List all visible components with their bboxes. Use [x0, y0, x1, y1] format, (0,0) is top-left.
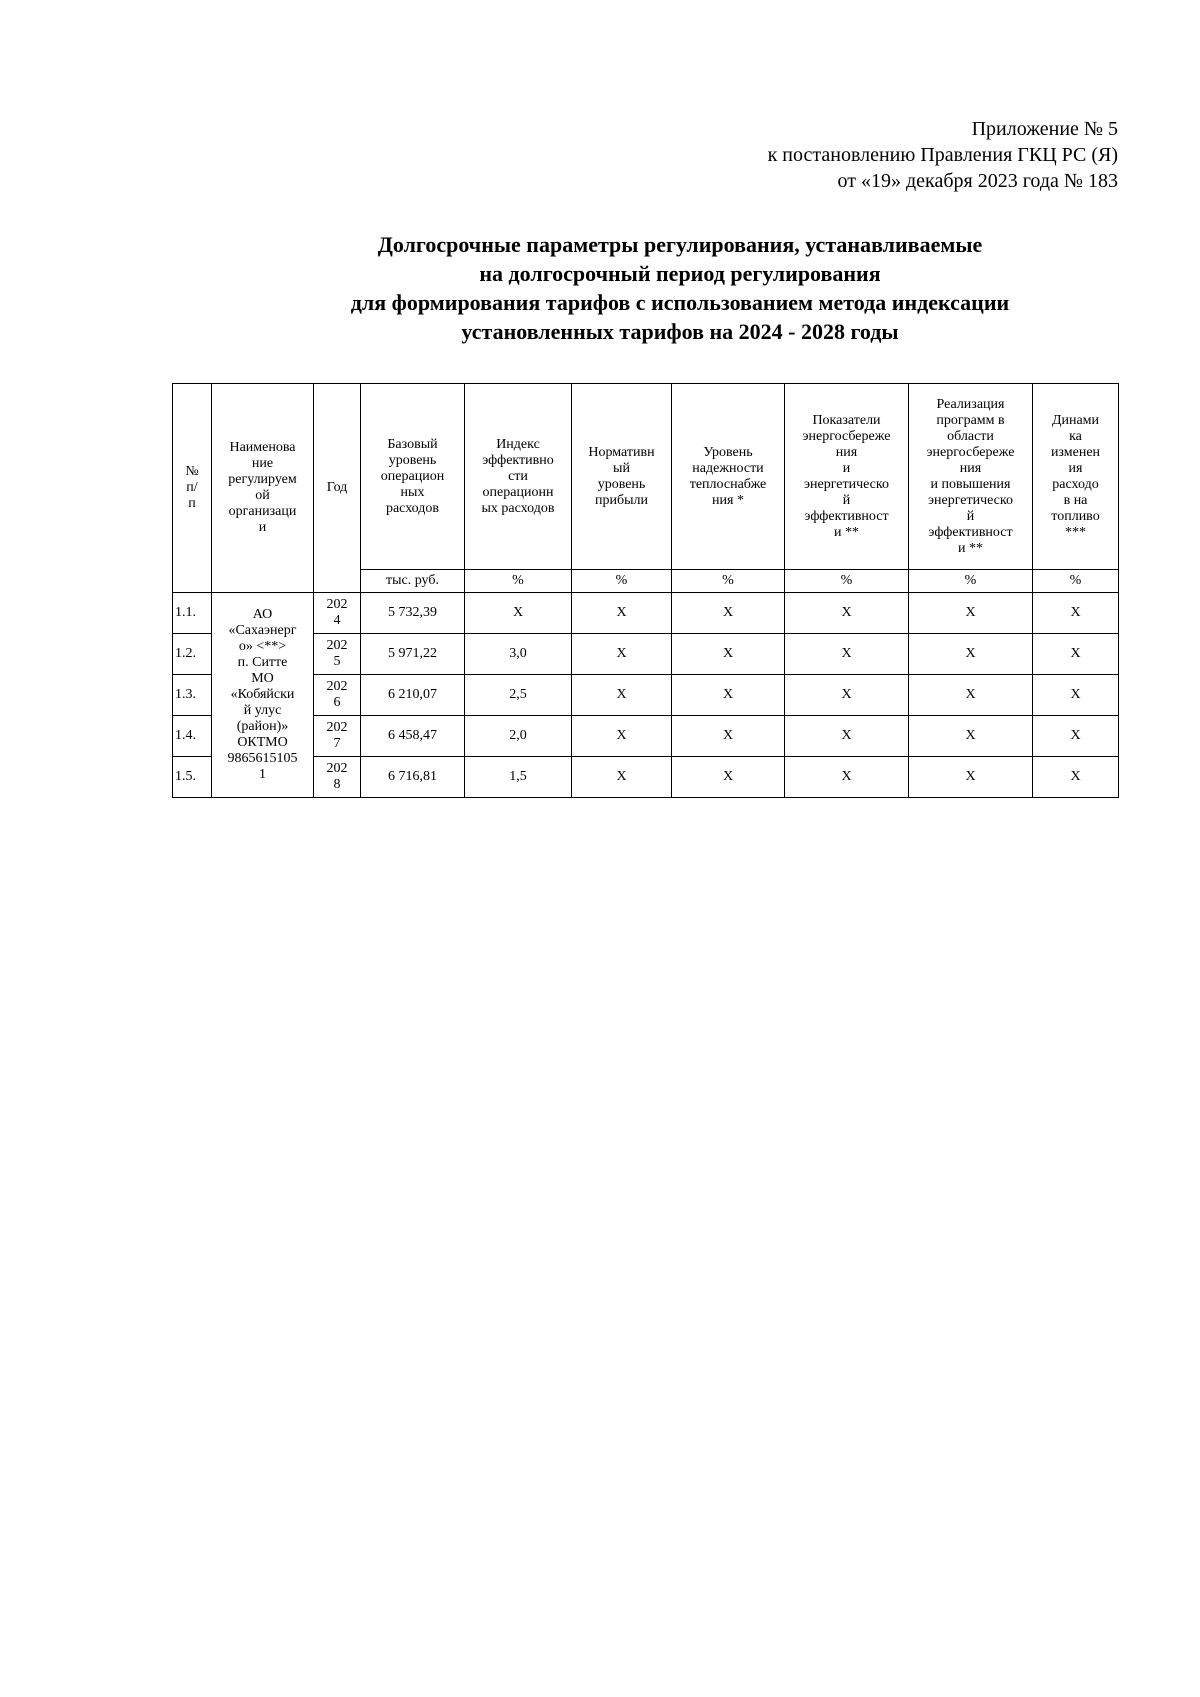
title-line-2: на долгосрочный период регулирования	[479, 261, 881, 286]
row-base-opex: 6 716,81	[361, 757, 465, 798]
row-fuel-dynamics: Х	[1033, 757, 1119, 798]
row-energy-programs: Х	[909, 593, 1033, 634]
row-energy-indicators: Х	[785, 757, 909, 798]
appendix-resolution: к постановлению Правления ГКЦ РС (Я)	[767, 144, 1118, 166]
row-normative-profit: Х	[572, 675, 672, 716]
organization-name: АО «Сахаэнерг о» <**> п. Ситте МО «Кобяйски й улус (район)» ОКТМО 9865615105 1	[212, 593, 314, 798]
row-number: 1.4.	[173, 716, 212, 757]
row-number: 1.5.	[173, 757, 212, 798]
header-efficiency-index: Индекс эффективно сти операционн ых расходов	[465, 384, 572, 570]
row-reliability: Х	[672, 634, 785, 675]
appendix-reference	[768, 116, 1118, 194]
table-row	[173, 675, 1119, 716]
row-efficiency-index: 2,5	[465, 675, 572, 716]
header-number: № п/ п	[173, 384, 212, 593]
row-fuel-dynamics: Х	[1033, 593, 1119, 634]
row-energy-programs: Х	[909, 634, 1033, 675]
table-header-row	[173, 384, 1119, 570]
header-energy-indicators: Показатели энергосбереже ния и энергетическо й эффективност и **	[785, 384, 909, 570]
title-line-1: Долгосрочные параметры регулирования, устанавливаемые	[377, 232, 983, 257]
row-base-opex: 5 971,22	[361, 634, 465, 675]
row-energy-indicators: Х	[785, 593, 909, 634]
row-energy-indicators: Х	[785, 675, 909, 716]
unit-base-opex: тыс. руб.	[361, 570, 465, 593]
row-normative-profit: Х	[572, 757, 672, 798]
header-fuel-dynamics: Динами ка изменен ия расходо в на топливо ***	[1033, 384, 1119, 570]
row-normative-profit: Х	[572, 593, 672, 634]
appendix-date: от «19» декабря 2023 года № 183	[837, 170, 1118, 192]
row-energy-indicators: Х	[785, 634, 909, 675]
title-line-4: установленных тарифов на 2024 - 2028 годы	[461, 319, 899, 344]
row-base-opex: 6 458,47	[361, 716, 465, 757]
appendix-number: Приложение № 5	[971, 118, 1118, 140]
row-fuel-dynamics: Х	[1033, 634, 1119, 675]
header-organization: Наименова ние регулируем ой организаци и	[212, 384, 314, 593]
header-base-opex: Базовый уровень операцион ных расходов	[361, 384, 465, 570]
parameters-table	[172, 383, 1119, 798]
row-efficiency-index: 3,0	[465, 634, 572, 675]
row-normative-profit: Х	[572, 716, 672, 757]
row-number: 1.2.	[173, 634, 212, 675]
row-year: 202 8	[314, 757, 361, 798]
row-base-opex: 5 732,39	[361, 593, 465, 634]
header-energy-programs: Реализация программ в области энергосбереже ния и повышения энергетическо й эффективност и **	[909, 384, 1033, 570]
row-reliability: Х	[672, 757, 785, 798]
header-year: Год	[314, 384, 361, 593]
document-title	[230, 230, 1130, 346]
row-efficiency-index: Х	[465, 593, 572, 634]
row-energy-programs: Х	[909, 757, 1033, 798]
row-energy-programs: Х	[909, 716, 1033, 757]
unit-efficiency-index: %	[465, 570, 572, 593]
row-efficiency-index: 2,0	[465, 716, 572, 757]
row-year: 202 6	[314, 675, 361, 716]
row-energy-programs: Х	[909, 675, 1033, 716]
row-fuel-dynamics: Х	[1033, 675, 1119, 716]
unit-normative-profit: %	[572, 570, 672, 593]
unit-reliability: %	[672, 570, 785, 593]
row-efficiency-index: 1,5	[465, 757, 572, 798]
row-year: 202 5	[314, 634, 361, 675]
row-normative-profit: Х	[572, 634, 672, 675]
row-number: 1.1.	[173, 593, 212, 634]
row-fuel-dynamics: Х	[1033, 716, 1119, 757]
row-number: 1.3.	[173, 675, 212, 716]
row-reliability: Х	[672, 593, 785, 634]
title-line-3: для формирования тарифов с использованием метода индексации	[350, 290, 1010, 315]
row-year: 202 7	[314, 716, 361, 757]
table-row	[173, 634, 1119, 675]
row-base-opex: 6 210,07	[361, 675, 465, 716]
unit-energy-indicators: %	[785, 570, 909, 593]
unit-energy-programs: %	[909, 570, 1033, 593]
row-energy-indicators: Х	[785, 716, 909, 757]
table-row	[173, 593, 1119, 634]
header-reliability: Уровень надежности теплоснабже ния *	[672, 384, 785, 570]
unit-fuel-dynamics: %	[1033, 570, 1119, 593]
table-row	[173, 757, 1119, 798]
row-year: 202 4	[314, 593, 361, 634]
row-reliability: Х	[672, 675, 785, 716]
table-row	[173, 716, 1119, 757]
row-reliability: Х	[672, 716, 785, 757]
header-normative-profit: Нормативн ый уровень прибыли	[572, 384, 672, 570]
